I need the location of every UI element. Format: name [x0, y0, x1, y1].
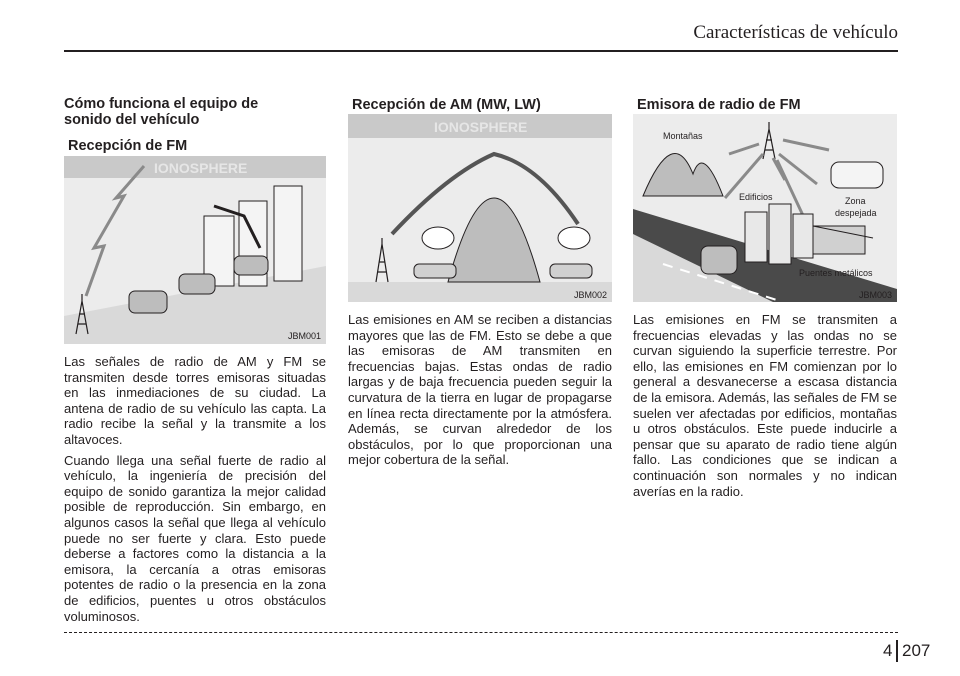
label-mountains: Montañas	[663, 131, 703, 141]
radio-tower-icon	[376, 238, 388, 282]
fm-station-illustration	[633, 114, 897, 302]
section-number: 4	[883, 641, 893, 660]
fm-reception-illustration	[64, 156, 326, 344]
label-bridges: Puentes metálicos	[799, 268, 873, 278]
figure-am-reception	[348, 114, 612, 302]
label-clear-zone-2: despejada	[835, 208, 877, 218]
ionosphere-label: IONOSPHERE	[154, 160, 248, 176]
figure-title-am-reception: Recepción de AM (MW, LW)	[352, 97, 541, 113]
section-heading: Cómo funciona el equipo de sonido del vehículo	[64, 96, 259, 128]
label-buildings: Edificios	[739, 192, 773, 202]
body-text	[633, 312, 897, 504]
footer-rule	[64, 632, 898, 633]
paragraph: Las señales de radio de AM y FM se transmiten desde torres emisoras situadas en las inmediaciones de su ciudad. La antena de radio de su vehículo las capta. La radio recibe la señal y la transmite a los altavoces.	[64, 354, 326, 447]
body-text	[348, 312, 612, 473]
figure-code: JBM001	[288, 331, 322, 341]
figure-fm-reception	[64, 156, 326, 344]
ionosphere-label: IONOSPHERE	[434, 119, 528, 135]
bridge-icon	[813, 226, 873, 254]
am-reception-illustration	[348, 114, 612, 302]
page-number-divider	[896, 640, 898, 662]
hill-icon	[448, 198, 540, 282]
car-icon	[831, 162, 883, 188]
figure-title-fm-station: Emisora de radio de FM	[637, 97, 801, 113]
paragraph: Cuando llega una señal fuerte de radio al vehículo, la ingeniería de precisión del equipo de sonido garantiza la mejor calidad posible de reproducción. Sin embargo, en algunos casos la señal que llega al vehículo puede no ser fuerte y clara. Esto puede deberse a factores como la distancia a la emisora, la cercanía a otras emisoras potentes de radio o la presencia en la zona de edificios, puentes u otros obstáculos voluminosos.	[64, 452, 326, 624]
paragraph: Las emisiones en FM se transmiten a frecuencias elevadas y las ondas no se curvan siguiendo la superficie terrestre. Por ello, las emisiones en FM comienzan por lo general a desvanecerse a escasa distancia de la emisora. Además, las señales de FM se suelen ver afectadas por edificios, montañas u otros obstáculos. Este puede inducirle a pensar que su aparato de radio tiene algún fallo. Las condiciones que se indican a continuación son normales y no indican averías en la radio.	[633, 312, 897, 499]
signal-wave-icon	[86, 166, 144, 296]
label-clear-zone: Zona	[845, 196, 866, 206]
paragraph: Las emisiones en AM se reciben a distancias mayores que las de FM. Esto se debe a que las emisoras de AM transmiten en frecuencias bajas. Estas ondas de radio largas y de baja frecuencia pueden seguir la curvatura de la tierra en lugar de propagarse en línea recta directamente por la atmósfera. Además, se curvan alrededor de los obstáculos, por lo que proporcionan una mejor cobertura de la señal.	[348, 312, 612, 468]
page-header-title: Características de vehículo	[693, 22, 898, 43]
mountain-icon	[643, 154, 723, 196]
radio-tower-icon	[763, 122, 775, 159]
car-icon	[701, 246, 737, 274]
page-number: 207	[902, 641, 931, 660]
header-rule	[64, 50, 898, 52]
figure-fm-station	[633, 114, 897, 302]
figure-title-fm-reception: Recepción de FM	[64, 137, 326, 155]
figure-code: JBM003	[859, 290, 893, 300]
figure-code: JBM002	[574, 290, 608, 300]
body-text	[64, 354, 326, 629]
